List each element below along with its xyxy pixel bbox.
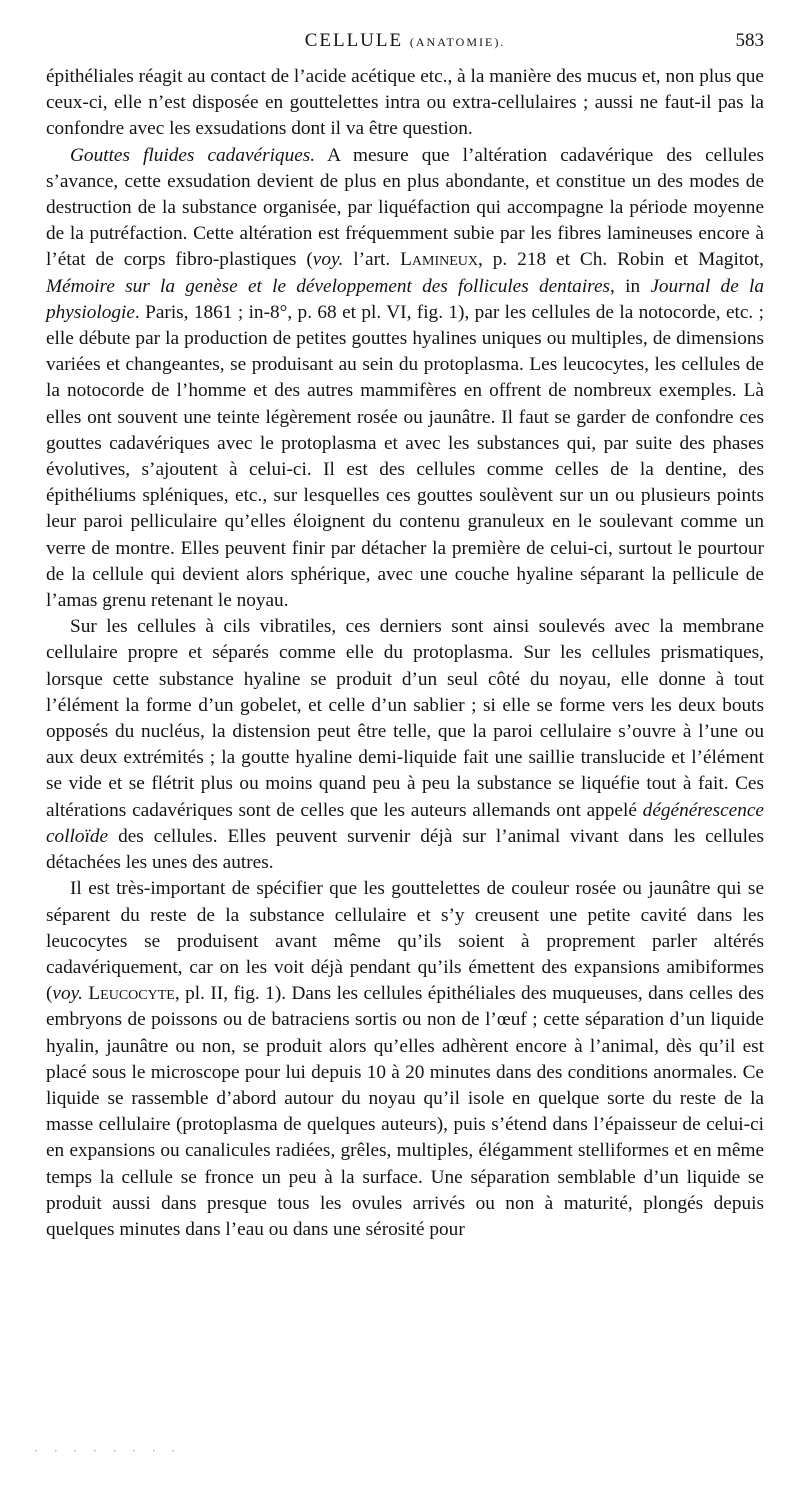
italic-text: voy. bbox=[52, 983, 83, 1005]
text-run: , pl. II, fig. 1). Dans les cellules épithéliales des muqueuses, dans celles des embryons de poissons ou de batraciens sortis ou non de l’œuf ; cette séparation d’un liquide hyalin, jaunâtre ou non, se produit alors qu’elles adhèrent encore à l’animal, dès qu’il est placé sous le microscope pour lui depuis 10 à 20 minutes dans des conditions anormales. Ce liquide se rassemble d’abord autour du noyau qu’il isole en quelque sorte du reste de la masse cellulaire (protoplasma de quelques auteurs), puis s’étend dans l’épaisseur de celui-ci en expansions ou canalicules radiées, grêles, multiples, élégamment stelliformes et en même temps la cellule se fronce un peu à la surface. Une séparation semblable d’un liquide se produit aussi dans presque tous les ovules arrivés ou non à maturité, plongés depuis quelques minutes dans l’eau ou dans une sérosité pour bbox=[46, 983, 764, 1240]
body-text bbox=[46, 64, 764, 1243]
italic-text: Gouttes fluides cadavériques. bbox=[70, 144, 316, 166]
running-title-main: CELLULE bbox=[304, 30, 404, 51]
italic-text: Mémoire sur la genèse et le développement des follicules dentaires bbox=[46, 275, 611, 297]
running-title bbox=[46, 30, 764, 52]
text-run: épithéliales réagit au contact de l’acide acétique etc., à la manière des mucus et, non plus que ceux-ci, elle n’est disposée en gouttelettes intra ou extra-cellulaires ; aussi ne faut-il pas la confondre avec les exsudations dont il va être question. bbox=[46, 66, 764, 140]
running-head bbox=[46, 26, 764, 54]
text-run: l’art. bbox=[343, 249, 401, 271]
running-title-sub: (ANATOMIE). bbox=[409, 35, 506, 49]
text-run: , p. 218 et Ch. Robin et Magitot, bbox=[478, 249, 764, 271]
text-run: Sur les cellules à cils vibratiles, ces derniers sont ainsi soulevés avec la membrane cellulaire propre et séparés comme elle du protoplasma. Sur les cellules prismatiques, lorsque cette substance hyaline se produit d’un seul côté du noyau, elle donne à tout l’élément la forme d’un gobelet, et celle d’un sablier ; si elle se forme vers les deux bouts opposés du nucléus, la distension peut être telle, que la paroi cellulaire s’ouvre à l’une ou aux deux extrémités ; la goutte hyaline demi-liquide fait une saillie translucide et l’élément se vide et se flétrit plus ou moins quand peu à peu la substance se liquéfie tout à fait. Ces altérations cadavériques sont de celles que les auteurs allemands ont appelé bbox=[46, 616, 764, 821]
small-caps-text: Leucocyte bbox=[88, 983, 175, 1005]
text-run: . Paris, 1861 ; in-8°, p. 68 et pl. VI, fig. 1), par les cellules de la notocorde, etc. ; elle débute par la production de petites gouttes hyalines uniques ou multiples, de dimensions variées et changeantes, se produisant au sein du protoplasma. Les leucocytes, les cellules de la notocorde de l’homme et des autres mammifères en offrent de nombreux exemples. Là elles ont souvent une teinte légèrement rosée ou jaunâtre. Il faut se garder de confondre ces gouttes cadavériques avec le protoplasma et avec les substances qui, par suite des phases évolutives, s’ajoutent à celui-ci. Il est des cellules comme celles de la dentine, des épithéliums spléniques, etc., sur lesquelles ces gouttes soulèvent sur un ou plusieurs points leur paroi pelliculaire qu’elles éloignent du contenu granuleux en le soulevant comme un verre de montre. Elles peuvent finir par détacher la première de celui-ci, surtout le pourtour de la cellule qui devient alors sphérique, avec une couche hyaline séparant la pellicule de l’amas grenu retenant le noyau. bbox=[46, 301, 764, 612]
text-run: Il est très-important de spécifier que les gouttelettes de couleur rosée ou jaunâtre qui se séparent du reste de la substance cellulaire et s’y creusent une petite cavité dans les leucocytes se produisent avant même qu’ils soient à proprement parler altérés cadavériquement, car on les voit déjà pendant qu’ils émettent des expansions amibiformes ( bbox=[46, 878, 764, 1005]
paragraph-1 bbox=[46, 64, 764, 143]
paragraph-2 bbox=[46, 143, 764, 615]
italic-text: dégénérescence colloïde bbox=[46, 799, 764, 847]
small-caps-text: Lamineux bbox=[400, 249, 479, 271]
paragraph-4 bbox=[46, 876, 764, 1243]
italic-text: voy. bbox=[312, 249, 344, 271]
text-run: A mesure que l’altération cadavérique des cellules s’avance, cette exsudation devient de plus en plus abondante, et constitue un des modes de destruction de la substance organisée, par liquéfaction qui accompagne la période moyenne de la putréfaction. Cette altération est fréquemment subie par les fibres lamineuses encore à l’état de corps fibro-plastiques ( bbox=[46, 144, 765, 271]
footer-smudge-dots: · · · · · · · · bbox=[34, 1443, 182, 1458]
text-run: des cellules. Elles peuvent survenir déjà sur l’animal vivant dans les cellules détachées les unes des autres. bbox=[46, 825, 764, 874]
text-run: , in bbox=[610, 275, 651, 297]
page-number: 583 bbox=[735, 30, 764, 51]
page bbox=[46, 26, 764, 1243]
italic-text: Journal de la physiologie bbox=[46, 275, 764, 323]
paragraph-3 bbox=[46, 614, 764, 876]
